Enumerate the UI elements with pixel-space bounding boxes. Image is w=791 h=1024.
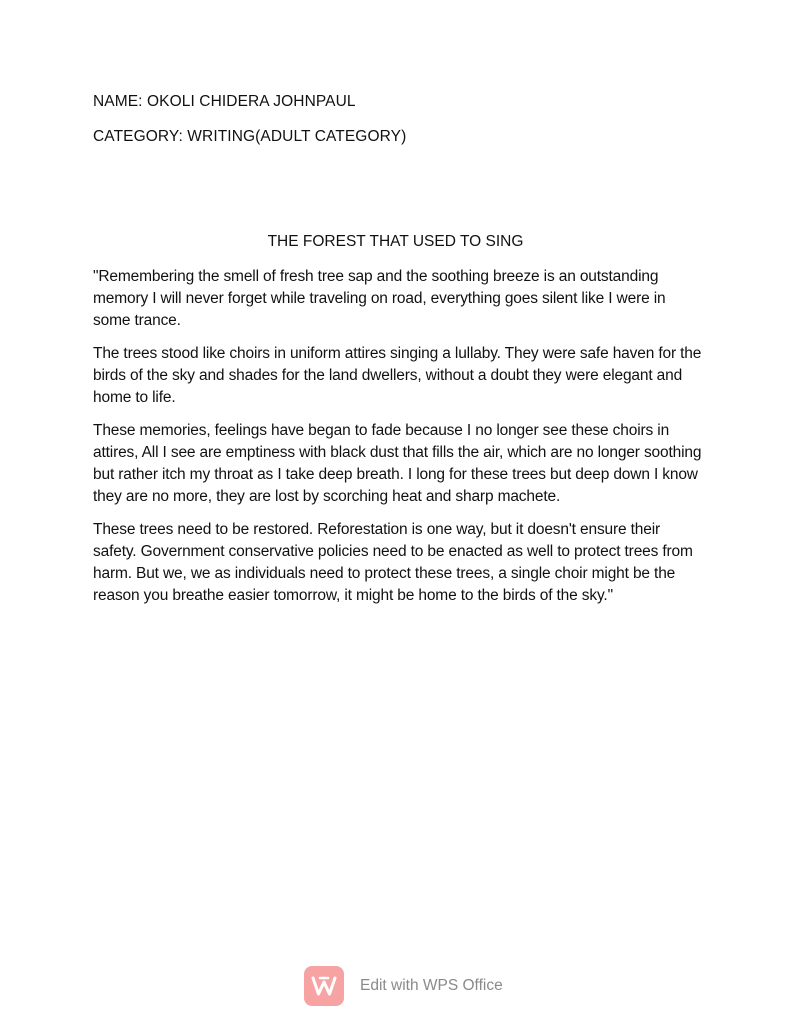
document-title: THE FOREST THAT USED TO SING	[267, 233, 524, 250]
paragraph: The trees stood like choirs in uniform attires singing a lullaby. They were safe haven for the birds of the sky and shades for the land dwellers, without a doubt they were elegant and home to life.	[93, 345, 702, 406]
entry-category: CATEGORY: WRITING(ADULT CATEGORY)	[93, 128, 407, 145]
paragraph: "Remembering the smell of fresh tree sap and the soothing breeze is an outstanding memory I will never forget while traveling on road, everything goes silent like I were in some trance.	[93, 268, 666, 329]
edit-with-wps-label: Edit with WPS Office	[360, 977, 503, 994]
paragraph: These memories, feelings have began to fade because I no longer see these choirs in attires, All I see are emptiness with black dust that fills the air, which are no longer soothing but rather itch my throat as I take deep breath. I long for these trees but deep down I know they are no more, they are lost by scorching heat and sharp machete.	[93, 422, 702, 505]
edit-with-wps-link[interactable]	[304, 965, 503, 1007]
author-name: NAME: OKOLI CHIDERA JOHNPAUL	[93, 93, 356, 110]
document-body	[93, 266, 705, 618]
wps-office-logo-icon	[304, 966, 344, 1006]
paragraph: These trees need to be restored. Reforestation is one way, but it doesn't ensure their safety. Government conservative policies need to be enacted as well to protect trees from harm. But we, we as individuals need to protect these trees, a single choir might be the reason you breathe easier tomorrow, it might be home to the birds of the sky."	[93, 521, 693, 604]
